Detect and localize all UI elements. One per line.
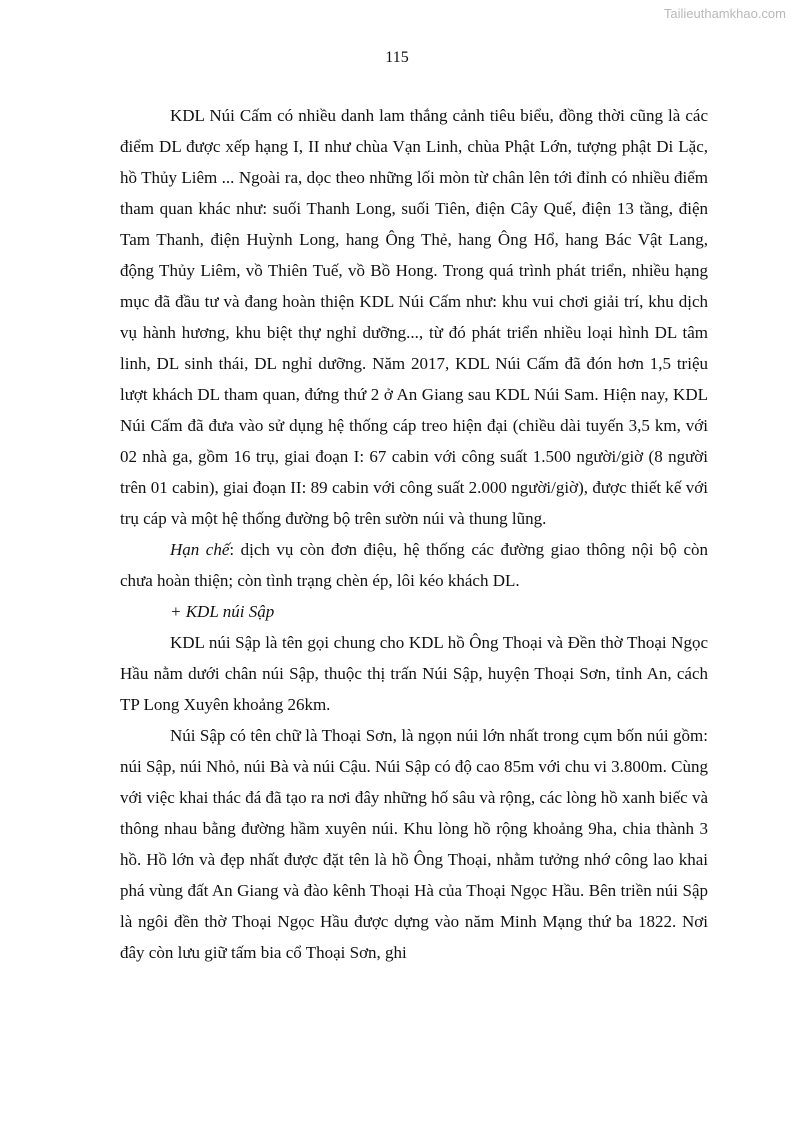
paragraph-nui-sap-detail: Núi Sập có tên chữ là Thoại Sơn, là ngọn núi lớn nhất trong cụm bốn núi gồm: núi Sập, núi Nhỏ, núi Bà và núi Cậu. Núi Sập có độ cao 85m với chu vi 3.800m. Cùng với việc khai thác đá đã tạo ra nơi đây những hố sâu và rộng, các lòng hồ xanh biếc và thông nhau bằng đường hầm xuyên núi. Khu lòng hồ rộng khoảng 9ha, chia thành 3 hồ. Hồ lớn và đẹp nhất được đặt tên là hồ Ông Thoại, nhằm tưởng nhớ công lao khai phá vùng đất An Giang và đào kênh Thoại Hà của Thoại Ngọc Hầu. Bên triền núi Sập là ngôi đền thờ Thoại Ngọc Hầu được dựng vào năm Minh Mạng thứ ba 1822. Nơi đây còn lưu giữ tấm bia cổ Thoại Sơn, ghi (120, 726, 708, 962)
page-body (120, 100, 708, 968)
han-che-text: : dịch vụ còn đơn điệu, hệ thống các đường giao thông nội bộ còn chưa hoàn thiện; còn tình trạng chèn ép, lôi kéo khách DL. (120, 540, 708, 590)
page-number: 115 (385, 49, 409, 66)
paragraph-nui-sap-intro: KDL núi Sập là tên gọi chung cho KDL hồ Ông Thoại và Đền thờ Thoại Ngọc Hầu nằm dưới chân núi Sập, thuộc thị trấn Núi Sập, huyện Thoại Sơn, tỉnh An, cách TP Long Xuyên khoảng 26km. (120, 633, 708, 714)
han-che-label: Hạn chế (170, 540, 230, 559)
paragraph-nui-cam: KDL Núi Cấm có nhiều danh lam thắng cảnh tiêu biểu, đồng thời cũng là các điểm DL được xếp hạng I, II như chùa Vạn Linh, chùa Phật Lớn, tượng phật Di Lặc, hồ Thủy Liêm ... Ngoài ra, dọc theo những lối mòn từ chân lên tới đỉnh có nhiều điểm tham quan khác như: suối Thanh Long, suối Tiên, điện Cây Quế, điện 13 tầng, điện Tam Thanh, điện Huỳnh Long, hang Ông Thẻ, hang Ông Hổ, hang Bác Vật Lang, động Thủy Liêm, vồ Thiên Tuế, vồ Bồ Hong. Trong quá trình phát triển, nhiều hạng mục đã đầu tư và đang hoàn thiện KDL Núi Cấm như: khu vui chơi giải trí, khu dịch vụ hành hương, khu biệt thự nghỉ dưỡng..., từ đó phát triển nhiều loại hình DL tâm linh, DL sinh thái, DL nghỉ dưỡng. Năm 2017, KDL Núi Cấm đã đón hơn 1,5 triệu lượt khách DL tham quan, đứng thứ 2 ở An Giang sau KDL Núi Sam. Hiện nay, KDL Núi Cấm đã đưa vào sử dụng hệ thống cáp treo hiện đại (chiều dài tuyến 3,5 km, với 02 nhà ga, gồm 16 trụ, giai đoạn I: 67 cabin với công suất 1.500 người/giờ (8 người trên 01 cabin), giai đoạn II: 89 cabin với công suất 2.000 người/giờ), được thiết kế với trụ cáp và một hệ thống đường bộ trên sườn núi và thung lũng. (120, 106, 708, 528)
watermark: Tailieuthamkhao.com (663, 6, 786, 21)
section-heading-nui-sap: + KDL núi Sập (170, 602, 275, 621)
paragraph-han-che (120, 534, 708, 596)
